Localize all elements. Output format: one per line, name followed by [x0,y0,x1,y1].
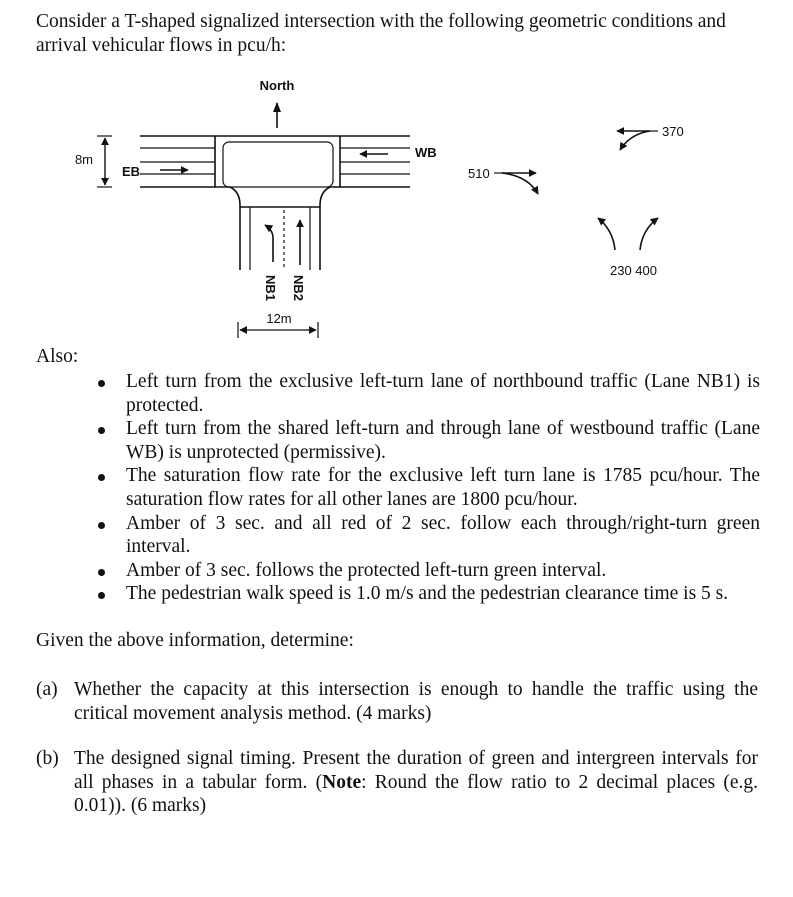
question-text: The designed signal timing. Present the duration of green and intergreen intervals for all phases in a tabular form. (Note: Round the flow ratio to 2 decimal places (e.g. 0.01)). (6 marks) [74,748,758,817]
flow-230-400-label: 230 400 [610,263,657,278]
nb2-label: NB2 [291,275,306,302]
bullet-icon [98,380,105,387]
question-label: (a) [36,679,58,700]
conditions-list [96,370,760,606]
list-item: The saturation flow rate for the exclusive left turn lane is 1785 pcu/hour. The saturation flow rates for all other lanes are 1800 pcu/hour. [96,464,760,511]
given-heading: Given the above information, determine: [36,630,354,651]
bullet-icon [98,569,105,576]
north-label: North [259,78,295,93]
bullet-icon [98,474,105,481]
bullet-icon [98,427,105,434]
eb-right-movement-icon [502,173,538,194]
also-heading: Also: [36,346,79,367]
nb-right-movement-icon [640,218,658,250]
eb-label: EB [122,164,141,179]
question-a [36,678,758,725]
note-label: Note [322,771,362,793]
list-item: Left turn from the shared left-turn and through lane of westbound traffic (Lane WB) is unprotected (permissive). [96,417,760,464]
list-item: Left turn from the exclusive left-turn lane of northbound traffic (Lane NB1) is protected. [96,370,760,417]
wb-label: WB [415,145,437,160]
intersection-diagram [60,70,700,350]
nb-left-movement-icon [598,218,615,250]
flow-510-label: 510 [468,166,490,181]
wb-left-movement-icon [620,131,650,150]
question-label: (b) [36,748,59,769]
nb1-left-turn-arrow-icon [265,225,273,262]
width-8m-label: 8m [74,152,93,167]
list-item: Amber of 3 sec. and all red of 2 sec. follow each through/right-turn green interval. [96,512,760,559]
width-12m-label: 12m [266,311,292,326]
bullet-icon [98,522,105,529]
list-item: The pedestrian walk speed is 1.0 m/s and the pedestrian clearance time is 5 s. [96,582,760,606]
nb1-label: NB1 [263,275,278,302]
problem-intro: Consider a T-shaped signalized intersection with the following geometric conditions and arrival vehicular flows in pcu/h: [36,11,726,56]
bullet-icon [98,592,105,599]
question-b [36,747,758,818]
flow-370-label: 370 [662,124,684,139]
list-item: Amber of 3 sec. follows the protected left-turn green interval. [96,559,760,583]
question-text: Whether the capacity at this intersection is enough to handle the traffic using the critical movement analysis method. (4 marks) [74,679,758,724]
